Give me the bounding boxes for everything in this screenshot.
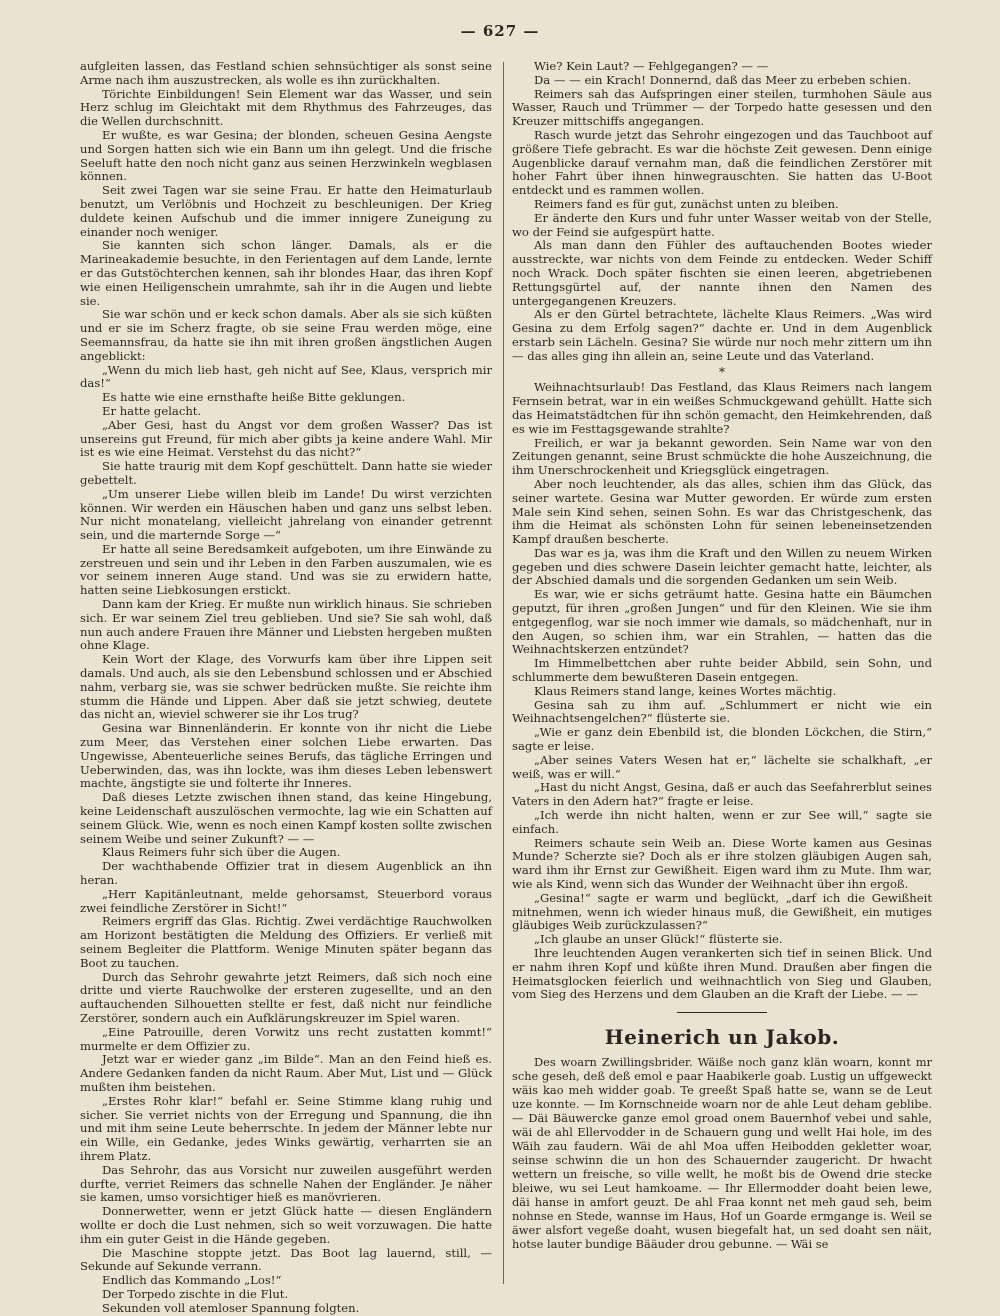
story-divider-rule [677,1012,767,1013]
story-title: Heinerich un Jakob. [604,1025,840,1050]
paragraph: Der Torpedo zischte in die Flut. [102,1286,289,1301]
paragraph: Klaus Reimers stand lange, keines Wortes mächtig. [534,683,837,698]
paragraph: Jetzt war er wieder ganz „im Bilde“. Man an den Feind hieß es. Andere Gedanken fanden da nicht Raum. Aber Mut, List und — Glück mußten ihm beistehen. [80,1052,492,1094]
paragraph: Aber noch leuchtender, als das alles, schien ihm das Glück, das seiner wartete. Gesina war Mutter geworden. Er würde zum ersten Male sein Kind sehen, seinen Sohn. Es war das Christgeschenk, das ihm die Heimat als schönsten Lohn für seinen lebeneinsetzenden Kampf draußen bescherte. [512,476,932,547]
paragraph: Es hatte wie eine ernsthafte heiße Bitte geklungen. [102,390,406,405]
paragraph: Das Sehrohr, das aus Vorsicht nur zuweilen ausgeführt werden durfte, verriet Reimers das schnelle Nahen der Engländer. Je näher sie kamen, umso vorsichtiger hieß es manövrieren. [80,1162,492,1205]
paragraph: „Wenn du mich lieb hast, geh nicht auf See, Klaus, versprich mir das!“ [80,362,492,391]
paragraph: „Herr Kapitänleutnant, melde gehorsamst, Steuerbord voraus zwei feindliche Zerstörer in Sicht!“ [80,886,492,915]
paragraph: Sie kannten sich schon länger. Damals, als er die Marineakademie besuchte, in den Ferientagen auf dem Lande, lernte er das Gutstöchterchen kennen, sah ihr blondes Haar, das ihren Kopf wie einen Heiligenschein umrahmte, sah ihr in die Augen und liebte sie. [80,238,492,308]
paragraph: „Erstes Rohr klar!“ befahl er. Seine Stimme klang ruhig und sicher. Sie verriet nichts von der Erregung und Spannung, die ihn und mit ihm seine Leute beherrschte. In jedem der Männer lebte nur ein Wille, ein Gedanke, jedes Winks gewärtig, verharrten sie an ihrem Platz. [80,1093,492,1163]
page-number: — 627 — [460,22,540,40]
column-divider [503,62,504,1284]
paragraph: Die Maschine stoppte jetzt. Das Boot lag lauernd, still, — Sekunde auf Sekunde verrann. [80,1245,492,1274]
paragraph: „Ich werde ihn nicht halten, wenn er zur See will,“ sagte sie einfach. [512,808,932,836]
paragraph: „Hast du nicht Angst, Gesina, daß er auch das Seefahrerblut seines Vaters in den Adern hat?“ fragte er leise. [512,780,933,809]
paragraph: Es war, wie er sichs geträumt hatte. Gesina hatte ein Bäumchen geputzt, für ihren „großen Jungen“ und für den Kleinen. Wie sie ihm entgegenflog, war sie noch immer wie damals, so mädchenhaft, nur in den Augen, so schien ihm, war ein Strahlen, — hatten das die Weihnachtskerzen entzündet? [512,587,932,657]
paragraph: Als er den Gürtel betrachtete, lächelte Klaus Reimers. „Was wird Gesina zu dem Erfolg sagen?“ dachte er. Und in dem Augenblick erstarb sein Lächeln. Gesina? Sie würde nur noch mehr zittern um ihn — das alles ging ihn allein an, seine Leute und das Vaterland. [512,307,932,363]
paragraph: Dann kam der Krieg. Er mußte nun wirklich hinaus. Sie schrieben sich. Er war seinem Ziel treu geblieben. Und sie? Sie sah wohl, daß nun auch andere Frauen ihre Männer und Liebsten hergeben mußten ohne Klage. [80,597,492,653]
paragraph: Endlich das Kommando „Los!“ [102,1273,282,1288]
paragraph: Wie? Kein Laut? — Fehlgegangen? — — [534,59,769,73]
story-text: Des woarn Zwillingsbrider. Wäiße noch ganz klän woarn, konnt mr sche geseh, deß deß emol e paar Haabikerle goab. Lustig un uffgeweckt wäis kao meh widder goab. Te greeßt Spaß hatte se, wann se de Leut uze konnte. — Im Kornschneide woarn nor de ahle Leut deham geblibe. — Däi Bäuwercke ganze emol groad onem Bauernhof vebei und sahle, wäi de ahl Ellervodder in de Schauern gung und wellt Hai hole, im des Wäih zau faudern. Wäi de ahl Moa uffen Heibodden gekletter woar, seinse schwinn die un hon des Schauernder zaugericht. Dr hwacht wettern un freische, so ville wellt, he moßt bis de Owend drie stecke bleiwe, wu sei Leut hamkoame. — Ihr Ellermodder doaht beien lewe, däi hanse in amfort geuzt. De ahl Fraa konnt net meh gaud seh, beim nohnse en Stede, wannse im Haus, Hof un Goarde ermgange is. Weil se äwer alsfort vegeße doaht, wusen biegefalt hat, un sed doaht sen näit, hotse lauter bundige Bääuder drou gebunne. — Wäi se [512,1055,932,1252]
left-column [80,59,492,1315]
paragraph: Sie hatte traurig mit dem Kopf geschüttelt. Dann hatte sie wieder gebettelt. [80,459,492,487]
paragraph: Kein Wort der Klage, des Vorwurfs kam über ihre Lippen seit damals. Und auch, als sie den Lebensbund schlossen und er Abschied nahm, verbarg sie, was sie schwer bedrücken mußte. Sie reichte ihm stumm die Hände und Lippen. Aber daß sie jetzt schwieg, deutete das nicht an, wieviel schwerer sie ihr Los trug? [80,652,492,722]
paragraph: „Aber seines Vaters Wesen hat er,“ lächelte sie schalkhaft, „er weiß, was er will.“ [512,752,932,781]
paragraph: Klaus Reimers fuhr sich über die Augen. [102,845,341,860]
story-continuation [512,60,932,364]
paragraph: Ihre leuchtenden Augen verankerten sich tief in seinen Blick. Und er nahm ihren Kopf und küßte ihren Mund. Draußen aber fingen die Heimatsglocken feierlich und weihnachtlich von Sieg und Glauben, vom Sieg des Herzens und dem Glauben an die Kraft der Liebe. — — [512,946,932,1002]
paragraph: Törichte Einbildungen! Sein Element war das Wasser, und sein Herz schlug im Gleichtakt mit dem Rhythmus des Fahrzeuges, das die Wellen durchschnitt. [80,86,492,129]
paragraph: aufgleiten lassen, das Festland schien sehnsüchtiger als sonst seine Arme nach ihm auszustrecken, als wolle es ihn zurückhalten. [80,59,492,87]
paragraph: „Ich glaube an unser Glück!“ flüsterte sie. [534,932,783,947]
paragraph: Seit zwei Tagen war sie seine Frau. Er hatte den Heimaturlaub benutzt, um Verlöbnis und Hochzeit zu beschleunigen. Der Krieg duldete keinen Aufschub und die immer innigere Zuneigung zu einander noch weniger. [80,183,492,239]
right-column [512,60,932,1288]
paragraph: „Wie er ganz dein Ebenbild ist, die blonden Löckchen, die Stirn,“ sagte er leise. [512,725,932,754]
paragraph: „Eine Patrouille, deren Vorwitz uns recht zustatten kommt!“ murmelte er dem Offizier zu. [80,1024,492,1053]
paragraph: Reimers schaute sein Weib an. Diese Worte kamen aus Gesinas Munde? Scherzte sie? Doch als er ihre stolzen gläubigen Augen sah, ward ihm ihr Ernst zur Gewißheit. Eigen ward ihm zu Mute. Ihm war, wie als Kind, wenn sich das Wunder der Weihnacht über ihn ergoß. [512,835,932,892]
paragraph: „Aber Gesi, hast du Angst vor dem großen Wasser? Das ist unsereins gut Freund, für mich aber gibts ja keine andere Wahl. Mir ist es wie eine Heimat. Verstehst du das nicht?“ [80,417,492,460]
paragraph: Er änderte den Kurs und fuhr unter Wasser weitab von der Stelle, wo der Feind sie aufgespürt hatte. [512,210,932,239]
paragraph: Sie war schön und er keck schon damals. Aber als sie sich küßten und er sie im Scherz fragte, ob sie seine Frau werden möge, eine Seemannsfrau, da hatte sie ihn mit ihren großen ängstlichen Augen angeblickt: [80,307,492,363]
paragraph: Reimers fand es für gut, zunächst unten zu bleiben. [534,196,839,211]
christmas-section [512,381,932,1002]
paragraph: Weihnachtsurlaub! Das Festland, das Klaus Reimers nach langem Fernsein betrat, war in ein weißes Schmuckgewand gehüllt. Hatte sich das Heimatstädtchen für ihn schön gemacht, den Heimkehrenden, daß es wie im Festtagsgewande strahlte? [512,380,932,436]
paragraph: Rasch wurde jetzt das Sehrohr eingezogen und das Tauchboot auf größere Tiefe gebracht. Es war die höchste Zeit gewesen. Denn einige Augenblicke darauf vernahm man, daß die feindlichen Zerstörer mit hoher Fahrt über ihnen hinwegrauschten. Sie hatten das U-Boot entdeckt und es rammen wollen. [512,127,932,198]
paragraph: Er hatte all seine Beredsamkeit aufgeboten, um ihre Einwände zu zerstreuen und sein und ihr Leben in den Farben auszumalen, wie es vor seinem inneren Auge stand. Und was sie zu erwidern hatte, hatten seine Liebkosungen erstickt. [80,541,492,598]
paragraph: Reimers sah das Aufspringen einer steilen, turmhohen Säule aus Wasser, Rauch und Trümmer — der Torpedo hatte gesessen und den Kreuzer mittschiffs angegangen. [512,86,932,129]
paragraph: Er hatte gelacht. [102,403,202,418]
paragraph: Donnerwetter, wenn er jetzt Glück hatte — diesen Engländern wollte er doch die Lust nehmen, sich so weit vorzuwagen. Die hatte ihm ein guter Geist in die Hände gegeben. [80,1204,492,1246]
paragraph: Da — — ein Krach! Donnernd, daß das Meer zu erbeben schien. [534,72,912,87]
paragraph: Das war es ja, was ihm die Kraft und den Willen zu neuem Wirken gegeben und dies schwere Dasein leichter gemacht hatte, leichter, als der Abschied damals und die sorgenden Gedanken um sein Weib. [512,545,932,588]
paragraph: Im Himmelbettchen aber ruhte beider Abbild, sein Sohn, und schlummerte dem bewußteren Dasein entgegen. [512,656,932,685]
paragraph: Gesina sah zu ihm auf. „Schlummert er nicht wie ein Weihnachtsengelchen?“ flüsterte sie. [512,697,932,726]
paragraph: Durch das Sehrohr gewahrte jetzt Reimers, daß sich noch eine dritte und vierte Rauchwolke der ersteren zugesellte, und an den auftauchenden Silhouetten stellte er fest, daß nicht nur feindliche Zerstörer, sondern auch ein Aufklärungskreuzer im Spiel waren. [80,969,492,1025]
paragraph: Gesina war Binnenländerin. Er konnte von ihr nicht die Liebe zum Meer, das Verstehen einer solchen Liebe erwarten. Das Ungewisse, Abenteuerliche seines Berufs, das tägliche Erringen und Ueberwinden, das, was ihn lockte, was ihm dieses Leben lebenswert machte, ängstigte sie und folterte ihr Inneres. [80,721,492,791]
paragraph: Als man dann den Fühler des auftauchenden Bootes wieder ausstreckte, war nichts von dem Feinde zu entdecken. Weder Schiff noch Wrack. Doch später fischten sie einen leeren, abgetriebenen Rettungsgürtel auf, der nannte ihnen den Namen des untergegangenen Kreuzers. [512,238,932,308]
paragraph: Reimers ergriff das Glas. Richtig. Zwei verdächtige Rauchwolken am Horizont bestätigten die Meldung des Offiziers. Er verließ mit seinem Begleiter die Plattform. Wenige Minuten später begann das Boot zu tauchen. [80,914,492,970]
paragraph: Der wachthabende Offizier trat in diesem Augenblick an ihn heran. [80,859,492,888]
paragraph: Er wußte, es war Gesina; der blonden, scheuen Gesina Aengste und Sorgen hatten sich wie ein Bann um ihn gelegt. Und die frische Seeluft hatte den noch nicht ganz aus seinen Herzwinkeln wegblasen können. [80,127,492,184]
section-separator-asterisk: * [719,364,725,379]
paragraph: „Gesina!“ sagte er warm und beglückt, „darf ich die Gewißheit mitnehmen, wenn ich wieder hinaus muß, die Gewißheit, ein mutiges gläubiges Weib zurückzulassen?“ [512,890,932,933]
paragraph: „Um unserer Liebe willen bleib im Lande! Du wirst verzichten können. Wir werden ein Häuschen haben und ganz uns selbst leben. Nur nicht monatelang, vielleicht jahrelang von einander getrennt sein, und die marternde Sorge —“ [80,486,492,543]
paragraph: Daß dieses Letzte zwischen ihnen stand, das keine Hingebung, keine Leidenschaft auszulöschen vermochte, lag wie ein Schatten auf seinem Glück. Wie, wenn es noch einen Kampf kosten sollte zwischen seinem Weibe und seiner Zukunft? — — [80,790,492,846]
paragraph: Sekunden voll atemloser Spannung folgten. [102,1300,360,1315]
paragraph: Freilich, er war ja bekannt geworden. Sein Name war von den Zeitungen genannt, seine Brust schmückte die hohe Auszeichnung, die ihm Unerschrockenheit und Kriegsglück eingetragen. [512,435,932,478]
